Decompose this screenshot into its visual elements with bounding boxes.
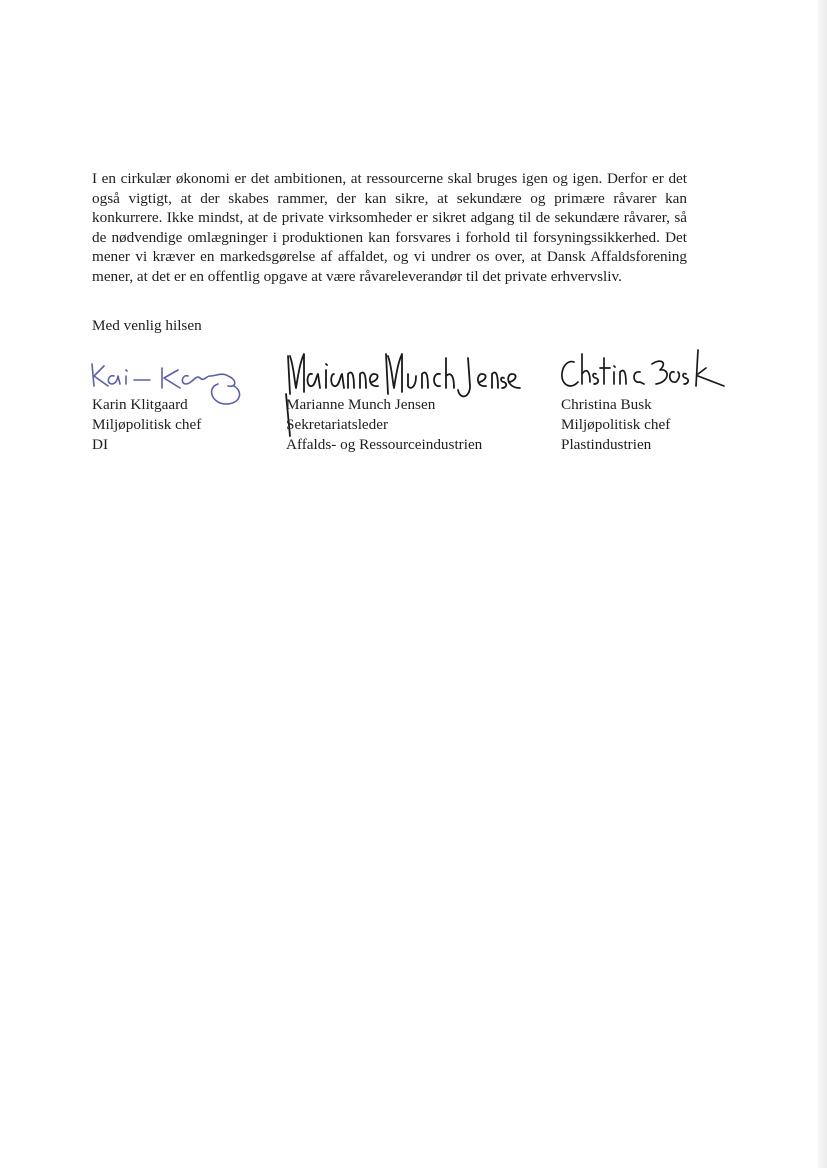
signatory-name: Karin Klitgaard — [92, 396, 188, 413]
signature-block-1 — [92, 395, 201, 455]
signatory-name: Christina Busk — [561, 396, 652, 413]
signatory-title: Miljøpolitisk chef — [561, 416, 671, 433]
signatory-name: Marianne Munch Jensen — [286, 396, 436, 413]
closing-salutation: Med venlig hilsen — [92, 317, 202, 334]
signature-block-2 — [286, 395, 482, 455]
signatory-organization: DI — [92, 436, 109, 453]
signatory-title: Miljøpolitisk chef — [92, 416, 202, 433]
signatory-title: Sekretariatsleder — [286, 416, 389, 433]
signatory-organization: Affalds- og Ressourceindustrien — [286, 436, 483, 453]
signatory-organization: Plastindustrien — [561, 436, 652, 453]
signature-block-3 — [561, 395, 670, 455]
page-edge — [818, 0, 827, 1168]
body-paragraph: I en cirkulær økonomi er det ambitionen, at ressourcerne skal bruges igen og igen. Derfor er det også vigtigt, at der skabes rammer, der kan sikre, at sekundære og primære råvarer kan konkurrere. Ikke mindst, at de private virksomheder er sikret adgang til de sekundære råvarer, så de nødvendige omlægninger i produktionen kan forsvares i forhold til forsyningssikkerhed. Det mener vi kræver en markedsgørelse af affaldet, og vi undrer os over, at Dansk Affaldsforening mener, at det er en offentlig opgave at være råvareleverandør til det private erhvervsliv. — [92, 170, 687, 285]
